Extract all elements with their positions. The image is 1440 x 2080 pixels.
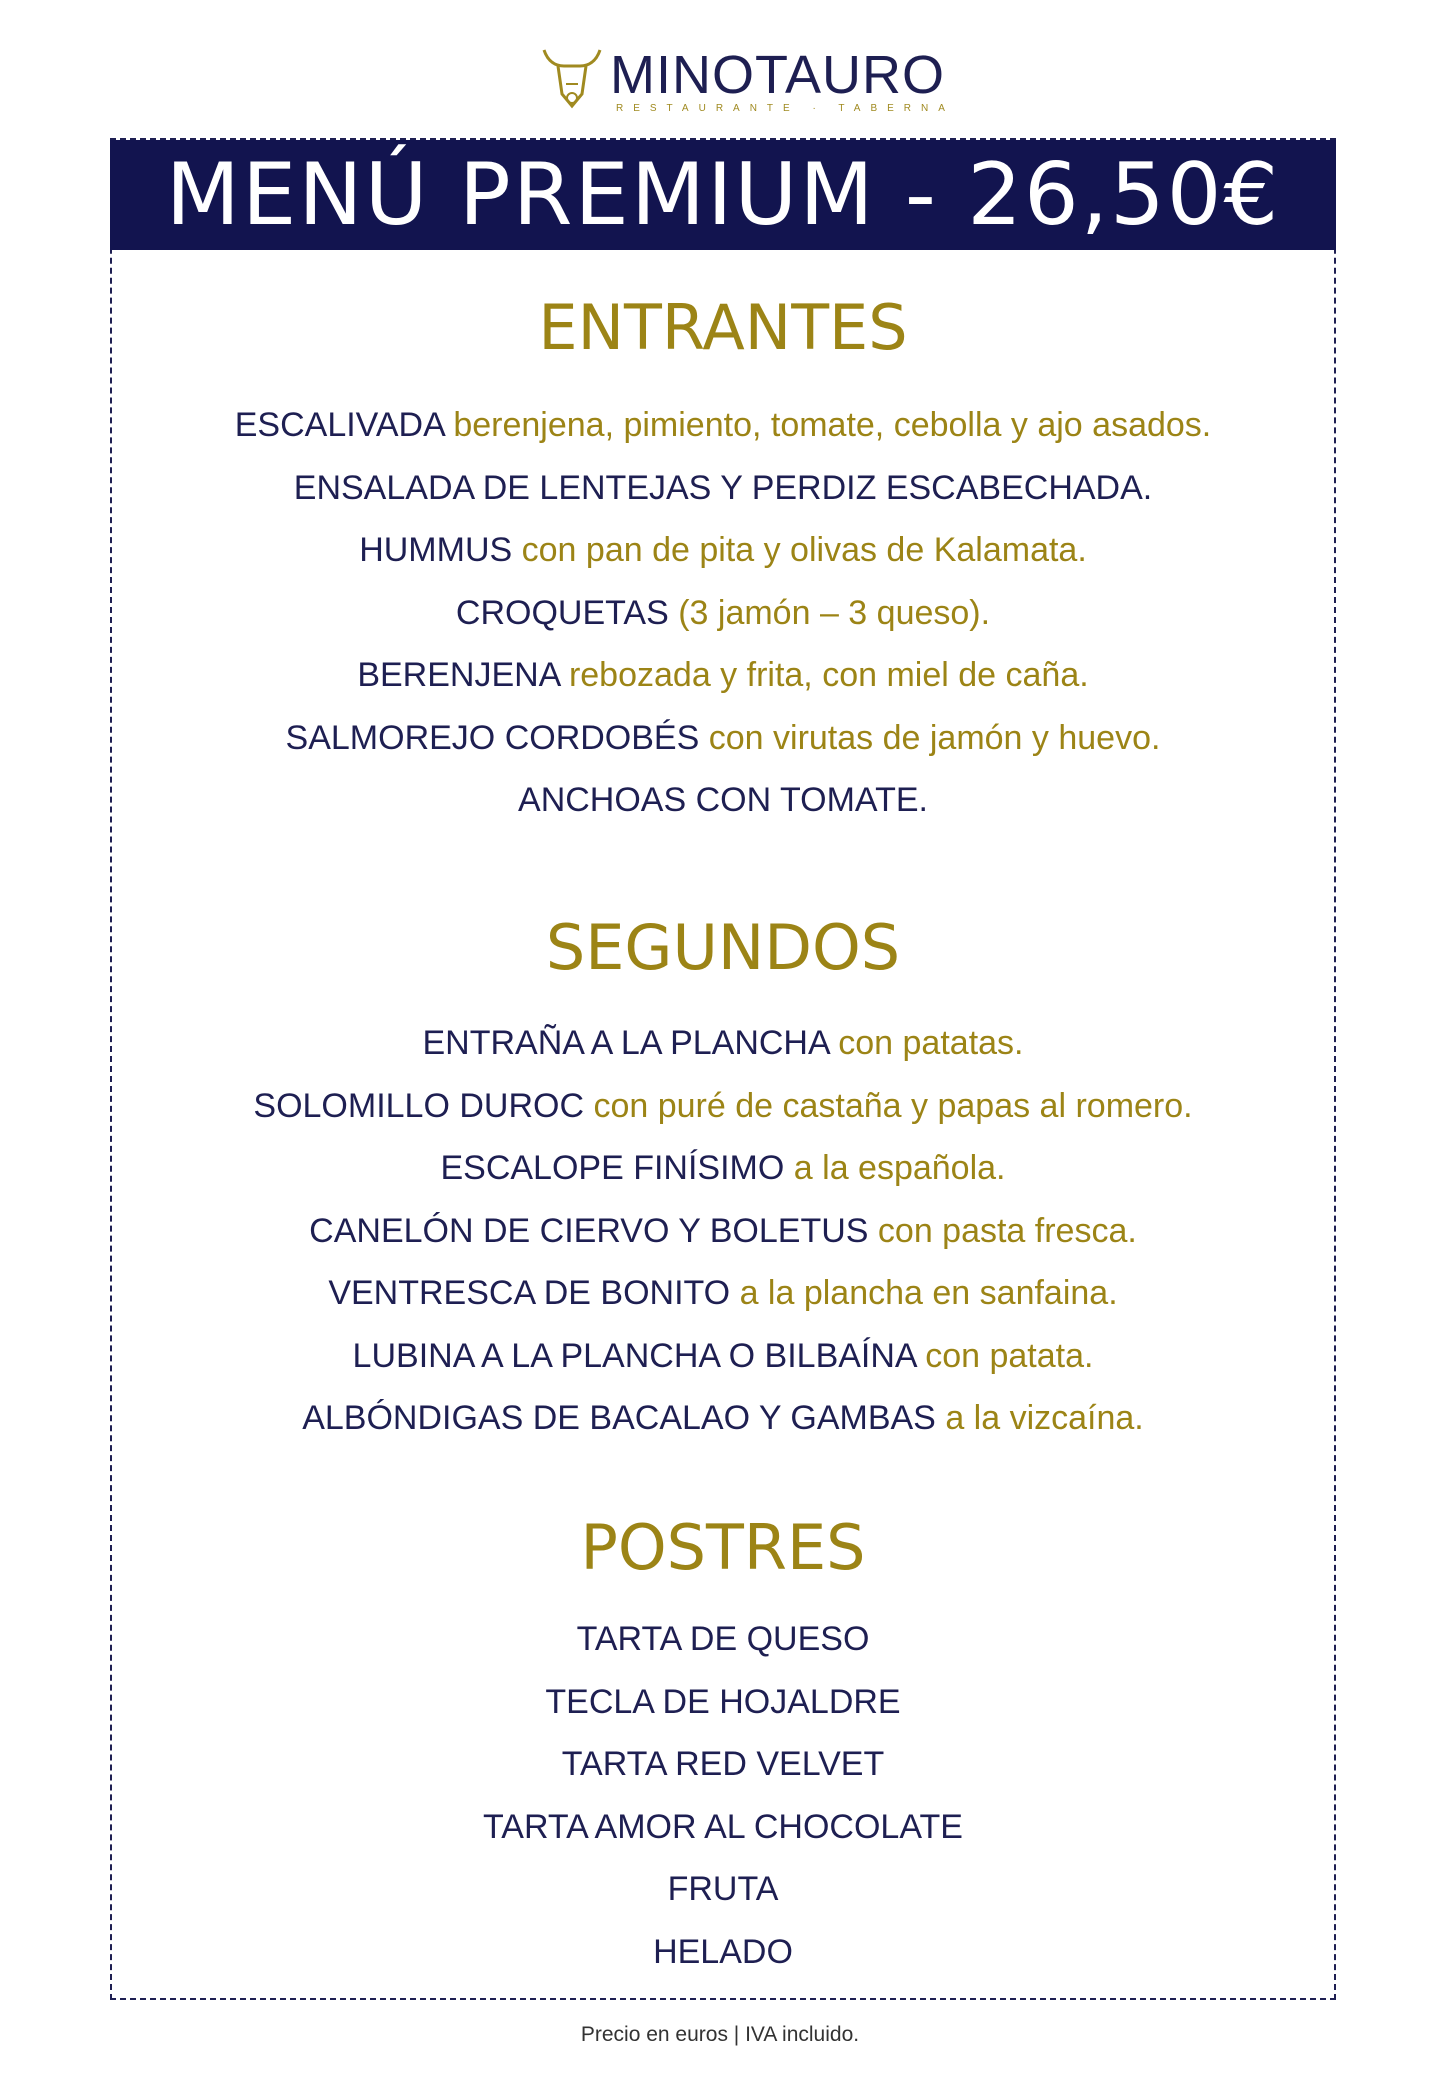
postres-list [110, 1608, 1336, 1983]
dish-description: con pasta fresca. [877, 1211, 1137, 1250]
list-item [110, 582, 1336, 645]
list-item [110, 1387, 1336, 1450]
list-item [110, 1137, 1336, 1200]
dish-description: con patatas. [838, 1024, 1024, 1062]
dish-name: HUMMUS [359, 531, 513, 569]
dish-name: ENTRAÑA A LA PLANCHA [422, 1024, 829, 1062]
entrantes-list [110, 394, 1336, 832]
list-item [110, 1075, 1336, 1138]
list-item [110, 1796, 1336, 1859]
dish-name: VENTRESCA DE BONITO [328, 1274, 731, 1312]
list-item [110, 1325, 1336, 1388]
dish-description: con virutas de jamón y huevo. [708, 718, 1161, 757]
list-item [110, 1858, 1336, 1921]
list-item [110, 1671, 1336, 1734]
list-item [110, 394, 1336, 457]
section-title-postres: POSTRES [580, 1511, 866, 1584]
dish-description: rebozada y frita, con miel de caña. [568, 656, 1089, 694]
dish-name: FRUTA [667, 1870, 779, 1908]
dish-name: HELADO [653, 1932, 793, 1971]
segundos-list [110, 1012, 1336, 1450]
logo [540, 44, 955, 124]
list-item [110, 1608, 1336, 1671]
list-item [110, 644, 1336, 707]
dish-description: con patata. [925, 1336, 1094, 1375]
dish-name: TECLA DE HOJALDRE [545, 1682, 901, 1721]
dish-description: a la plancha en sanfaina. [739, 1274, 1118, 1312]
list-item [110, 1262, 1336, 1325]
dish-name: TARTA RED VELVET [561, 1745, 885, 1783]
list-item [110, 1200, 1336, 1263]
section-title-entrantes: ENTRANTES [538, 291, 908, 364]
dish-name: SOLOMILLO DUROC [253, 1086, 585, 1125]
dish-description: con pan de pita y olivas de Kalamata. [521, 531, 1087, 569]
bull-head-icon [540, 44, 604, 114]
brand-name: MINOTAURO [610, 45, 945, 105]
list-item [110, 769, 1336, 832]
dish-name: ESCALOPE FINÍSIMO [440, 1149, 785, 1187]
dish-name: TARTA AMOR AL CHOCOLATE [483, 1807, 963, 1846]
dish-name: ANCHOAS CON TOMATE. [518, 781, 928, 819]
list-item [110, 519, 1336, 582]
list-item [110, 1921, 1336, 1984]
dish-name: SALMOREJO CORDOBÉS [285, 718, 700, 757]
dish-name: LUBINA A LA PLANCHA O BILBAÍNA [352, 1336, 916, 1375]
list-item [110, 457, 1336, 520]
dish-name: CANELÓN DE CIERVO Y BOLETUS [309, 1211, 869, 1250]
dish-name: ESCALIVADA [234, 406, 444, 444]
dish-description: berenjena, pimiento, tomate, cebolla y ajo asados. [453, 406, 1212, 444]
footer-note: Precio en euros | IVA incluido. [580, 2023, 860, 2046]
dish-description: con puré de castaña y papas al romero. [593, 1086, 1193, 1125]
list-item [110, 1733, 1336, 1796]
dish-name: CROQUETAS [455, 593, 669, 632]
dish-name: TARTA DE QUESO [576, 1620, 870, 1658]
list-item [110, 1012, 1336, 1075]
list-item [110, 707, 1336, 770]
brand-tagline: RESTAURANTE · TABERNA [616, 103, 955, 114]
section-title-segundos: SEGUNDOS [545, 911, 901, 984]
dish-description: (3 jamón – 3 queso). [678, 593, 991, 632]
dish-description: a la vizcaína. [945, 1399, 1144, 1437]
dish-description: a la española. [793, 1149, 1006, 1187]
dish-name: BERENJENA [357, 656, 560, 694]
dish-name: ALBÓNDIGAS DE BACALAO Y GAMBAS [302, 1399, 936, 1437]
dish-name: ENSALADA DE LENTEJAS Y PERDIZ ESCABECHADA. [293, 468, 1153, 507]
menu-title-banner: MENÚ PREMIUM - 26,50€ [110, 140, 1336, 250]
